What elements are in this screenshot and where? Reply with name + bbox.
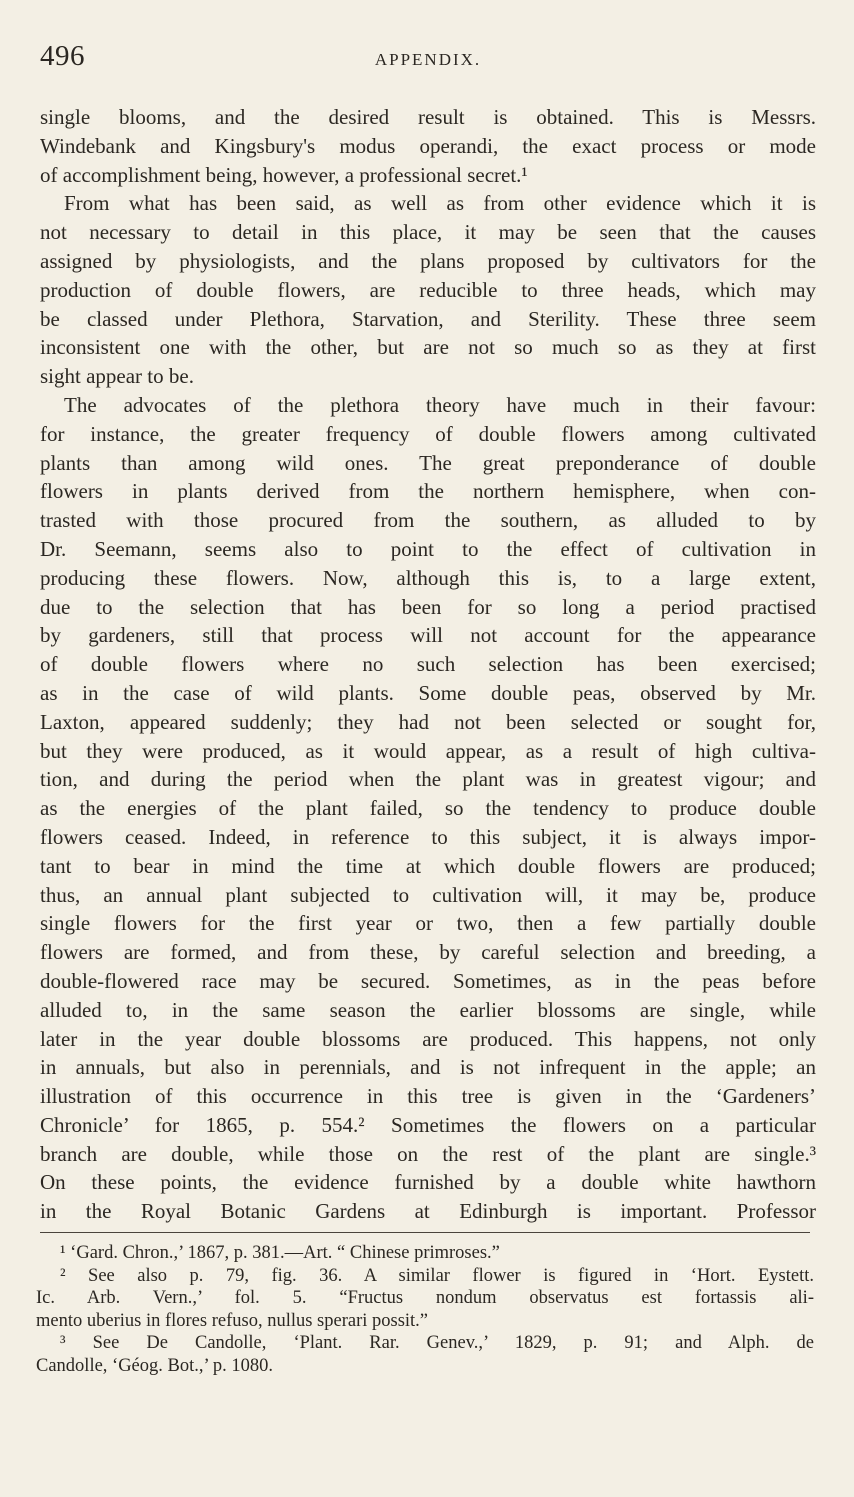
body-line: flowers in plants derived from the northern hemisphere, when con- <box>40 479 816 504</box>
body-line: by gardeners, still that process will not account for the appearance <box>40 623 816 648</box>
body-line: later in the year double blossoms are produced. This happens, not only <box>40 1026 816 1051</box>
body-line: producing these flowers. Now, although this is, to a large extent, <box>40 565 816 590</box>
body-line: inconsistent one with the other, but are not so much so as they at first <box>40 335 816 360</box>
body-line: Dr. Seemann, seems also to point to the effect of cultivation in <box>40 536 816 561</box>
body-line: From what has been said, as well as from other evidence which it is <box>64 191 816 216</box>
body-line: of double flowers where no such selection has been exercised; <box>40 652 816 677</box>
body-line: as the energies of the plant failed, so the tendency to produce double <box>40 796 816 821</box>
body-line: flowers are formed, and from these, by careful selection and breeding, a <box>40 940 816 965</box>
footnote-line: mento uberius in flores refuso, nullus sperari possit.” <box>36 1310 429 1331</box>
footnote-line: ¹ ‘Gard. Chron.,’ 1867, p. 381.—Art. “ Chinese primroses.” <box>60 1243 500 1263</box>
body-line: Chronicle’ for 1865, p. 554.² Sometimes the flowers on a particular <box>40 1112 816 1137</box>
body-line: as in the case of wild plants. Some double peas, observed by Mr. <box>40 680 816 705</box>
body-line: single flowers for the first year or two, then a few partially double <box>40 911 816 936</box>
footnote-line: Ic. Arb. Vern.,’ fol. 5. “Fructus nondum observatus est fortassis ali- <box>36 1288 814 1309</box>
running-head <box>40 40 816 80</box>
footnote-divider <box>40 1232 810 1233</box>
body-line: flowers ceased. Indeed, in reference to this subject, it is always impor- <box>40 824 816 849</box>
body-line: illustration of this occurrence in this tree is given in the ‘Gardeners’ <box>40 1084 816 1109</box>
body-line: The advocates of the plethora theory have much in their favour: <box>64 392 816 417</box>
body-line: assigned by physiologists, and the plans proposed by cultivators for the <box>40 248 816 273</box>
body-text <box>40 103 816 1226</box>
body-line: plants than among wild ones. The great preponderance of double <box>40 450 816 475</box>
body-line: On these points, the evidence furnished by a double white hawthorn <box>40 1170 816 1195</box>
body-line: production of double flowers, are reducible to three heads, which may <box>40 277 816 302</box>
footnote-line: ² See also p. 79, fig. 36. A similar flower is figured in ‘Hort. Eystett. <box>60 1265 814 1286</box>
footnote-line: ³ See De Candolle, ‘Plant. Rar. Genev.,’ 1829, p. 91; and Alph. de <box>60 1333 814 1354</box>
body-line: Windebank and Kingsbury's modus operandi, the exact process or mode <box>40 133 816 158</box>
body-line: tion, and during the period when the plant was in greatest vigour; and <box>40 767 816 792</box>
page-number: 496 <box>40 40 85 72</box>
body-line: for instance, the greater frequency of double flowers among cultivated <box>40 421 816 446</box>
body-line: alluded to, in the same season the earlier blossoms are single, while <box>40 997 816 1022</box>
body-line: thus, an annual plant subjected to cultivation will, it may be, produce <box>40 882 816 907</box>
body-line: due to the selection that has been for so long a period practised <box>40 594 816 619</box>
body-line: but they were produced, as it would appear, as a result of high cultiva- <box>40 738 816 763</box>
body-line: double-flowered race may be secured. Sometimes, as in the peas before <box>40 968 816 993</box>
body-line: Laxton, appeared suddenly; they had not been selected or sought for, <box>40 709 816 734</box>
body-line: single blooms, and the desired result is obtained. This is Messrs. <box>40 105 816 129</box>
body-line: not necessary to detail in this place, it may be seen that the causes <box>40 220 816 245</box>
body-line: sight appear to be. <box>40 364 194 389</box>
body-line: be classed under Plethora, Starvation, and Sterility. These three seem <box>40 306 816 331</box>
body-line: in the Royal Botanic Gardens at Edinburgh is important. Professor <box>40 1199 816 1224</box>
body-line: trasted with those procured from the southern, as alluded to by <box>40 508 816 533</box>
body-line: tant to bear in mind the time at which double flowers are produced; <box>40 853 816 878</box>
footnote-line: Candolle, ‘Géog. Bot.,’ p. 1080. <box>36 1355 274 1376</box>
body-line: in annuals, but also in perennials, and is not infrequent in the apple; an <box>40 1055 816 1080</box>
body-line: of accomplishment being, however, a professional secret.¹ <box>40 162 528 187</box>
footnotes <box>36 1242 814 1378</box>
body-line: branch are double, while those on the rest of the plant are single.³ <box>40 1141 816 1166</box>
running-title: APPENDIX. <box>374 50 482 69</box>
